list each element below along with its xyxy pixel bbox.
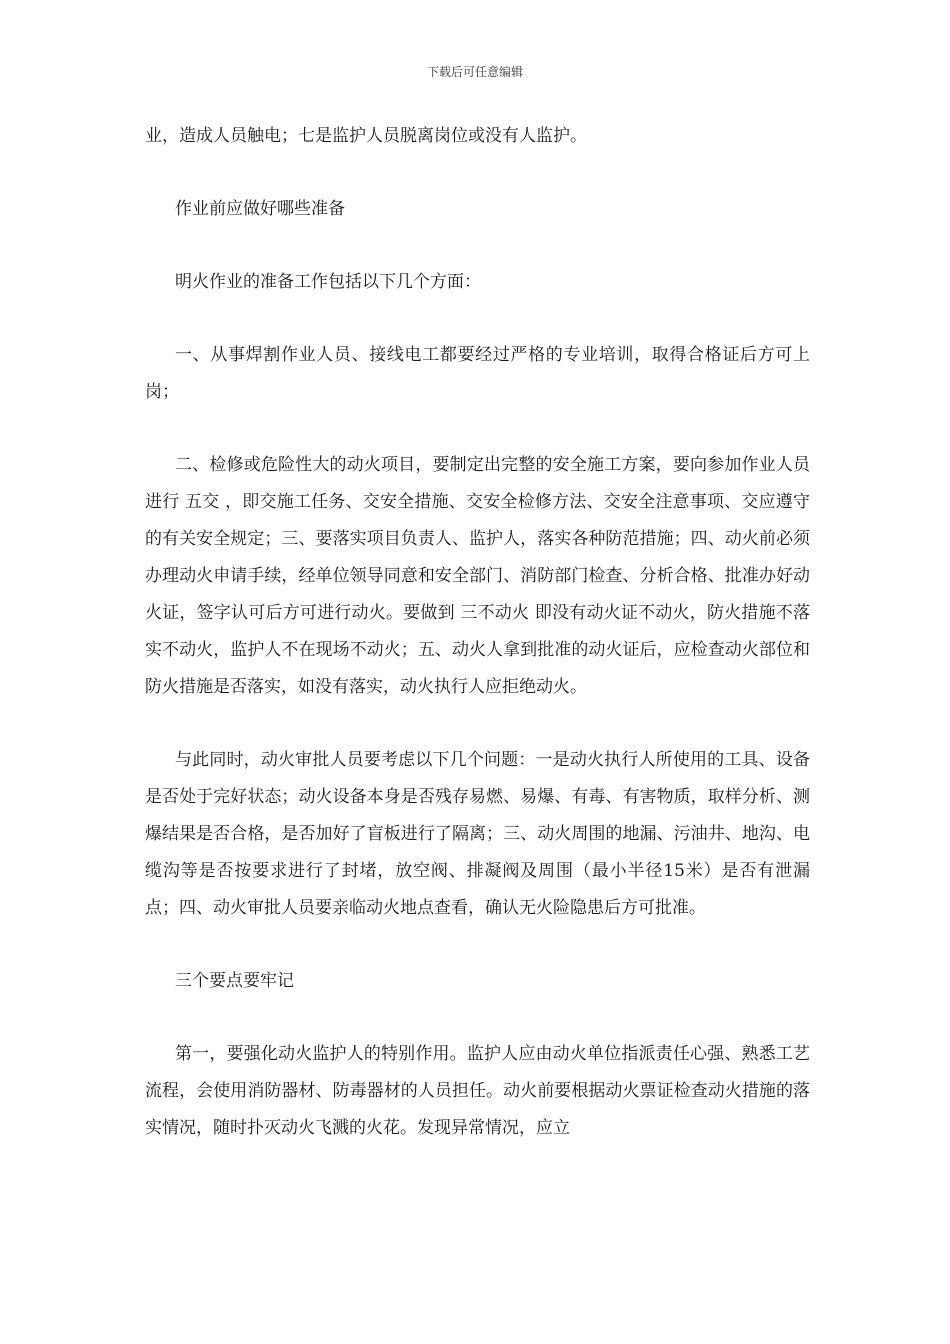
paragraph-intro: 明火作业的准备工作包括以下几个方面： — [175, 272, 481, 292]
paragraph-first-point: 第一，要强化动火监护人的特别作用。监护人应由动火单位指派责任心强、熟悉工艺流程，会使用消防器材、防毒器材的人员担任。动火前要根据动火票证检查动火措施的落实情况，随时扑灭动火飞溅的火花。发现异常情况，应立 — [145, 1044, 810, 1138]
paragraph-approval: 与此同时，动火审批人员要考虑以下几个问题：一是动火执行人所使用的工具、设备是否处于完好状态；动火设备本身是否残存易燃、易爆、有毒、有害物质，取样分析、测爆结果是否合格，是否加好了盲板进行了隔离；三、动火周围的地漏、污油井、地沟、电缆沟等是否按要求进行了封堵，放空阀、排凝阀及周围（最小半径15米）是否有泄漏点；四、动火审批人员要亲临动火地点查看，确认无火险隐患后方可批准。 — [145, 750, 810, 918]
paragraph-item-2: 二、检修或危险性大的动火项目，要制定出完整的安全施工方案，要向参加作业人员进行 五交 ，即交施工任务、交安全措施、交安全检修方法、交安全注意事项、交应遵守的有关安全规定；三、要落实项目负责人、监护人，落实各种防范措施；四、动火前必须办理动火申请手续，经单位领导同意和安全部门、消防部门检查、分析合格、批准办好动火证，签字认可后方可进行动火。要做到 三不动火 即没有动火证不动火，防火措施不落实不动火，监护人不在现场不动火；五、动火人拿到批准的动火证后，应检查动火部位和防火措施是否落实，如没有落实，动火执行人应拒绝动火。 — [145, 455, 810, 697]
page-header-note: 下载后可任意编辑 — [426, 65, 523, 79]
section-heading-key-points: 三个要点要牢记 — [175, 971, 294, 991]
section-heading-preparation: 作业前应做好哪些准备 — [175, 199, 345, 219]
paragraph-continuation: 业，造成人员触电；七是监护人员脱离岗位或没有人监护。 — [145, 126, 587, 146]
paragraph-item-1: 一、从事焊割作业人员、接线电工都要经过严格的专业培训，取得合格证后方可上岗； — [145, 345, 810, 402]
document-body — [145, 118, 810, 1147]
